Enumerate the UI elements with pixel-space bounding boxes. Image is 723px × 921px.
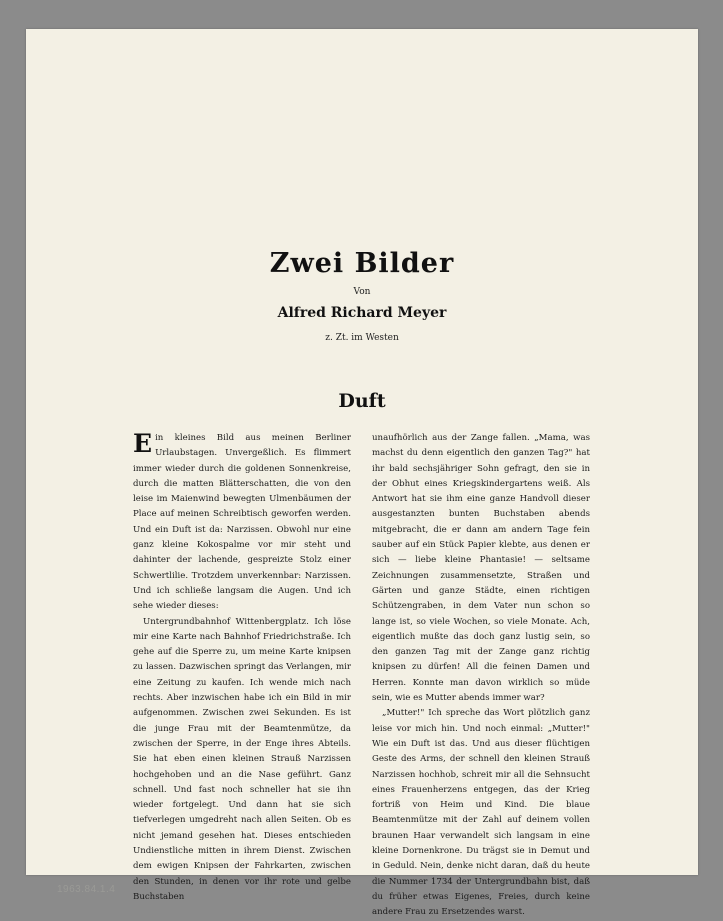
text-column-left <box>133 431 351 905</box>
section-title: Duft <box>338 390 386 412</box>
author-location: z. Zt. im Westen <box>325 333 399 343</box>
paragraph <box>133 431 351 615</box>
paper-sheet <box>26 29 698 918</box>
paragraph-text: in kleines Bild aus meinen Berliner Urlaubstagen. Unvergeßlich. Es flimmert immer wieder durch die goldenen Sonnenkreise, durch die matten Blätterschatten, die von den leise im Maienwind bewegten Ulmenbäumen der Place auf meinen Schreibtisch geworfen werden. Und ein Duft ist da: Narzissen. Obwohl nur eine ganz kleine Kokospalme vor mir steht und dahinter der lachende, gespreizte Stolz einer Schwertlilie. Trotzdem unverkennbar: Narzissen. Und ich schließe langsam die Augen. Und ich sehe wieder dieses: <box>133 433 351 612</box>
byline-von: Von <box>353 287 371 297</box>
drop-cap: E <box>133 429 153 458</box>
page-title: Zwei Bilder <box>269 248 455 279</box>
paragraph: „Mutter!" Ich spreche das Wort plötzlich ganz leise vor mich hin. Und noch einmal: „Mutter!" Wie ein Duft ist das. Und aus dieser flüchtigen Geste des Arms, der schnell den kleinen Strauß Narzissen hochhob, schreit mir all die Sehnsucht eines Frauenherzens entgegen, das der Krieg fortriß von Heim und Kind. Die blaue Beamtenmütze mit der Zahl auf deinem vollen braunen Haar verwandelt sich langsam in eine kleine Dornenkrone. Du trägst sie in Demut und in Geduld. Nein, denke nicht daran, daß du heute die Nummer 1734 der Untergrundbahn bist, daß du früher etwas Eigenes, Freies, durch keine andere Frau zu Ersetzendes warst. <box>372 708 590 918</box>
archive-note: 1963.84.1.4 <box>57 884 116 895</box>
paragraph: Untergrundbahnhof Wittenbergplatz. Ich löse mir eine Karte nach Bahnhof Friedrichstraße. Ich gehe auf die Sperre zu, um meine Karte knipsen zu lassen. Dazwischen springt das Verlangen, mir eine Zeitung zu kaufen. Ich wende mich nach rechts. Aber inzwischen habe ich ein Bild in mir aufgenommen. Zwischen zwei Sekunden. Es ist die junge Frau mit der Beamtenmütze, da zwischen der Sperre, in der Enge ihres Abteils. Sie hat eben einen kleinen Strauß Narzissen hochgehoben und an die Nase geführt. Ganz schnell. Und fast noch schneller hat sie ihn wieder fortgelegt. Und dann hat sie sich tiefverlegen umgedreht nach allen Seiten. Ob es nicht jemand gesehen hat. Dieses entschieden Undienstliche mitten in ihrem Dienst. Zwischen dem ewigen Knipsen der Fahrkarten, zwischen den Stunden, in denen vor ihr rote und gelbe Buchstaben <box>133 616 351 902</box>
author-name: Alfred Richard Meyer <box>277 305 447 321</box>
text-column-right <box>372 431 590 921</box>
paragraph: unaufhörlich aus der Zange fallen. „Mama, was machst du denn eigentlich den ganzen Tag?" hat ihr bald sechsjähriger Sohn gefragt, den sie in der Obhut eines Kriegskindergartens weiß. Als Antwort hat sie ihm eine ganze Handvoll dieser ausgestanzten bunten Buchstaben abends mitgebracht, die er dann am andern Tage fein sauber auf ein Stück Papier klebte, aus denen er sich — liebe kleine Phantasie! — seltsame Zeichnungen zusammensetzte, Straßen und Gärten und ganze Städte, einen richtigen Schützengraben, in dem Vater nun schon so lange ist, so viele Wochen, so viele Monate. Ach, eigentlich mußte das doch ganz lustig sein, so den ganzen Tag mit der Zange ganz richtig knipsen zu dürfen! All die feinen Damen und Herren. Konnte man davon wirklich so müde sein, wie es Mutter abends immer war? <box>372 433 590 704</box>
